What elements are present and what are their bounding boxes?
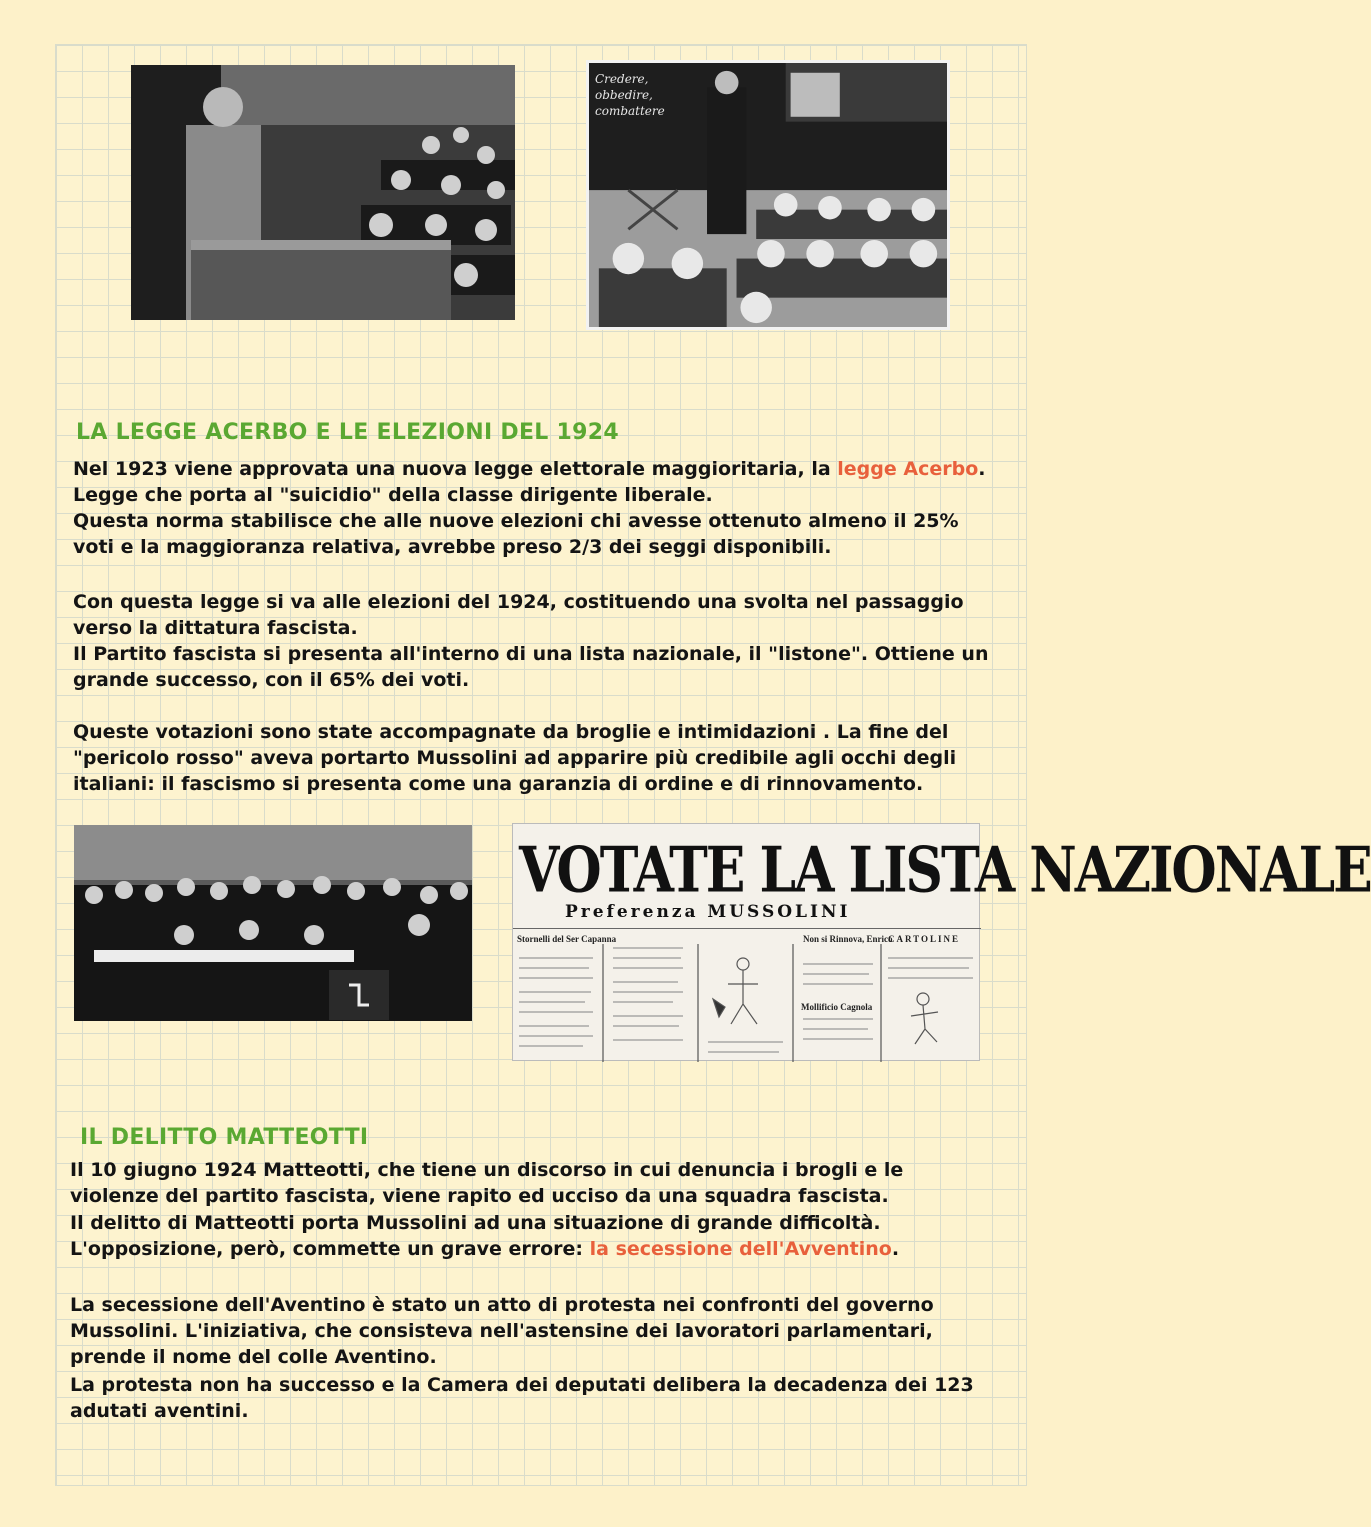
paragraph-text: . Legge che porta al "suicidio" della classe dirigente liberale. <box>73 458 986 506</box>
paragraph-text: . <box>891 1238 900 1260</box>
paragraph-elezioni-1924: Con questa legge si va alle elezioni del 1924, costituendo una svolta nel passaggio verso la dittatura fascista. <box>73 591 964 639</box>
paragraph-difficolta <box>70 1210 995 1262</box>
section-heading-legge-acerbo: LA LEGGE ACERBO E LE ELEZIONI DEL 1924 <box>76 420 619 445</box>
highlight-secessione-aventino: la secessione dell'Avventino <box>589 1238 892 1260</box>
photo-classroom-teacher <box>586 60 950 330</box>
section-heading-delitto-matteotti: IL DELITTO MATTEOTTI <box>80 1125 369 1150</box>
poster-columns-icon <box>513 944 981 1062</box>
paragraph-matteotti-rapito: Il 10 giugno 1924 Matteotti, che tiene un discorso in cui denuncia i brogli e le violenze del partito fascista, viene rapito ed ucciso da una squadra fascista. <box>70 1159 904 1207</box>
paragraph-legge-acerbo-intro <box>73 456 1018 508</box>
photo-classroom-officer <box>131 65 515 320</box>
classroom-officer-photo-icon <box>131 65 515 320</box>
blackboard-text: Credere, obbedire, combattere <box>595 72 665 118</box>
photo-parliament <box>74 825 472 1021</box>
poster-title: VOTATE LA LISTA NAZIONALE <box>519 834 1371 908</box>
parliament-deputies-photo-icon <box>74 825 472 1021</box>
poster-column-heading: Non si Rinnova, Enrico <box>803 934 893 944</box>
paragraph-norma: Questa norma stabilisce che alle nuove elezioni chi avesse ottenuto almeno il 25% voti e la maggioranza relativa, avrebbe preso 2/3 dei seggi disponibili. <box>73 510 959 558</box>
paragraph-protesta: La protesta non ha successo e la Camera dei deputati delibera la decadenza dei 123 adutati aventini. <box>70 1374 974 1422</box>
paragraph-text: Nel 1923 viene approvata una nuova legge elettorale maggioritaria, la <box>73 458 838 480</box>
highlight-legge-acerbo: legge Acerbo <box>837 458 979 480</box>
paragraph-text: Il delitto di Matteotti porta Mussolini ad una situazione di grande difficoltà. L'opposizione, però, commette un grave errore: <box>70 1212 881 1260</box>
poster-divider <box>513 928 981 929</box>
poster-column-heading: Stornelli del Ser Capanna <box>517 934 617 944</box>
poster-lista-nazionale <box>512 823 1371 1061</box>
poster-column-subheading: Mollificio Cagnola <box>801 1002 873 1012</box>
paragraph-listone: Il Partito fascista si presenta all'interno di una lista nazionale, il "listone". Ottiene un grande successo, con il 65% dei voti. <box>73 643 989 691</box>
paragraph-secessione: La secessione dell'Aventino è stato un atto di protesta nei confronti del governo Mussolini. L'iniziativa, che consisteva nell'astensine dei lavoratori parlamentari, prende il nome del colle Aventino. <box>70 1294 934 1368</box>
poster-subtitle: Preferenza MUSSOLINI <box>565 902 851 922</box>
poster-column-heading: CARTOLINE <box>888 934 961 944</box>
paragraph-brogli: Queste votazioni sono state accompagnate da broglie e intimidazioni . La fine del "pericolo rosso" aveva portarto Mussolini ad apparire più credibile agli occhi degli italiani: il fascismo si presenta come una garanzia di ordine e di rinnovamento. <box>73 721 957 795</box>
